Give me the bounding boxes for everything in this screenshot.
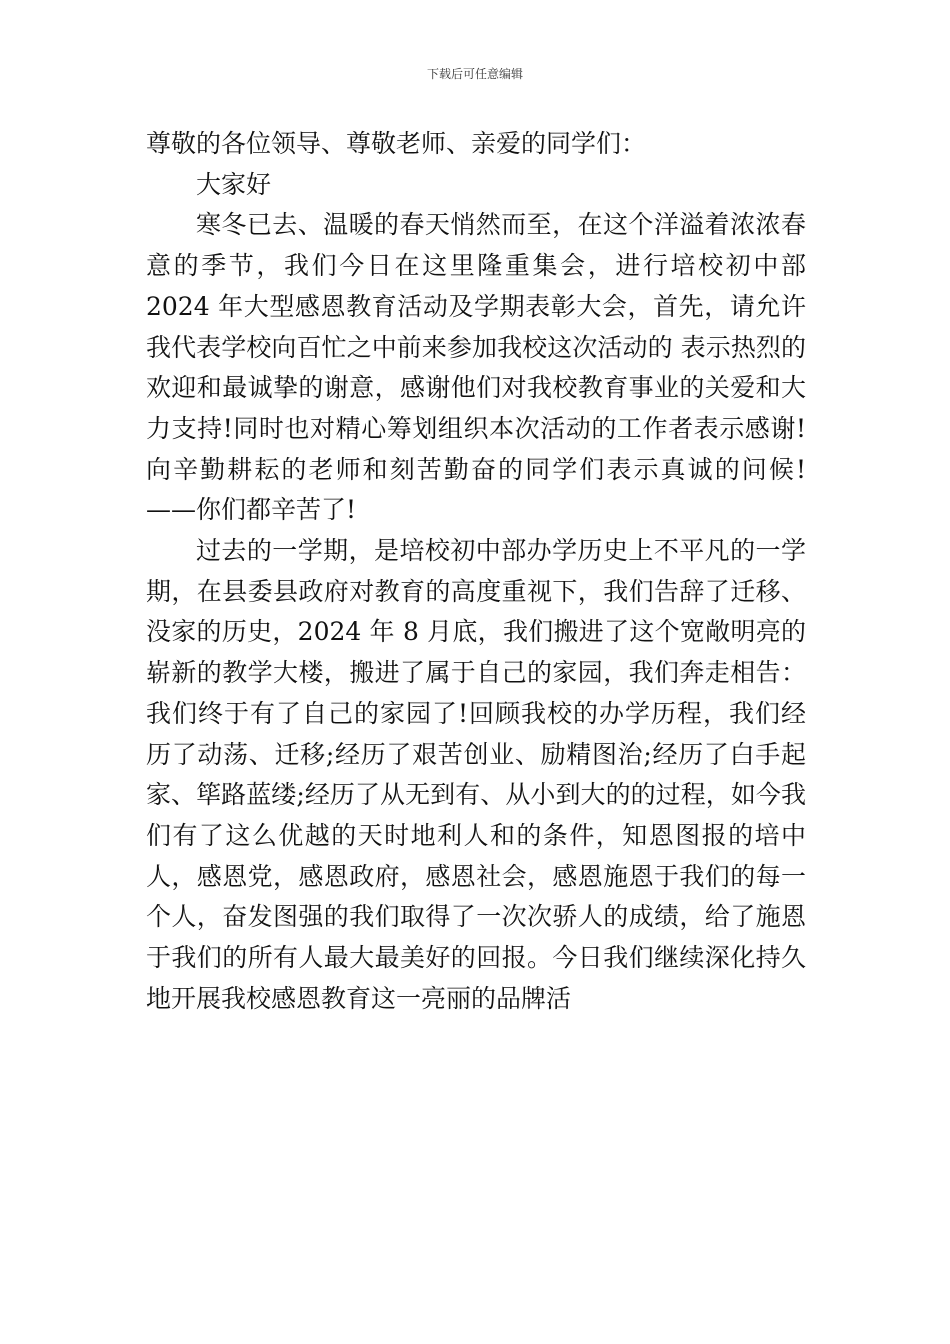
paragraph-history: 过去的一学期，是培校初中部办学历史上不平凡的一学期，在县委县政府对教育的高度重视下，我们告辞了迁移、没家的历史，2024 年 8 月底，我们搬进了这个宽敞明亮的崭新的教学大楼，搬进了属于自己的家园，我们奔走相告：我们终于有了自己的家园了!回顾我校的办学历程，我们经历了动荡、迁移;经历了艰苦创业、励精图治;经历了白手起家、筚路蓝缕;经历了从无到有、从小到大的的过程，如今我们有了这么优越的天时地利人和的条件，知恩图报的培中人，感恩党，感恩政府，感恩社会，感恩施恩于我们的每一个人，奋发图强的我们取得了一次次骄人的成绩，给了施恩于我们的所有人最大最美好的回报。今日我们继续深化持久地开展我校感恩教育这一亮丽的品牌活 — [146, 536, 806, 1013]
document-body — [146, 124, 806, 1019]
greeting: 大家好 — [196, 169, 272, 199]
paragraph-opening: 寒冬已去、温暖的春天悄然而至，在这个洋溢着浓浓春意的季节，我们今日在这里隆重集会，进行培校初中部 2024 年大型感恩教育活动及学期表彰大会，首先，请允许我代表学校向百忙之中前来参加我校这次活动的 表示热烈的欢迎和最诚挚的谢意，感谢他们对我校教育事业的关爱和大力支持!同时也对精心筹划组织本次活动的工作者表示感谢!向辛勤耕耘的老师和刻苦勤奋的同学们表示真诚的问候!——你们都辛苦了! — [146, 210, 806, 525]
page-header-note: 下载后可任意编辑 — [426, 67, 523, 81]
salutation: 尊敬的各位领导、尊敬老师、亲爱的同学们： — [146, 129, 647, 158]
